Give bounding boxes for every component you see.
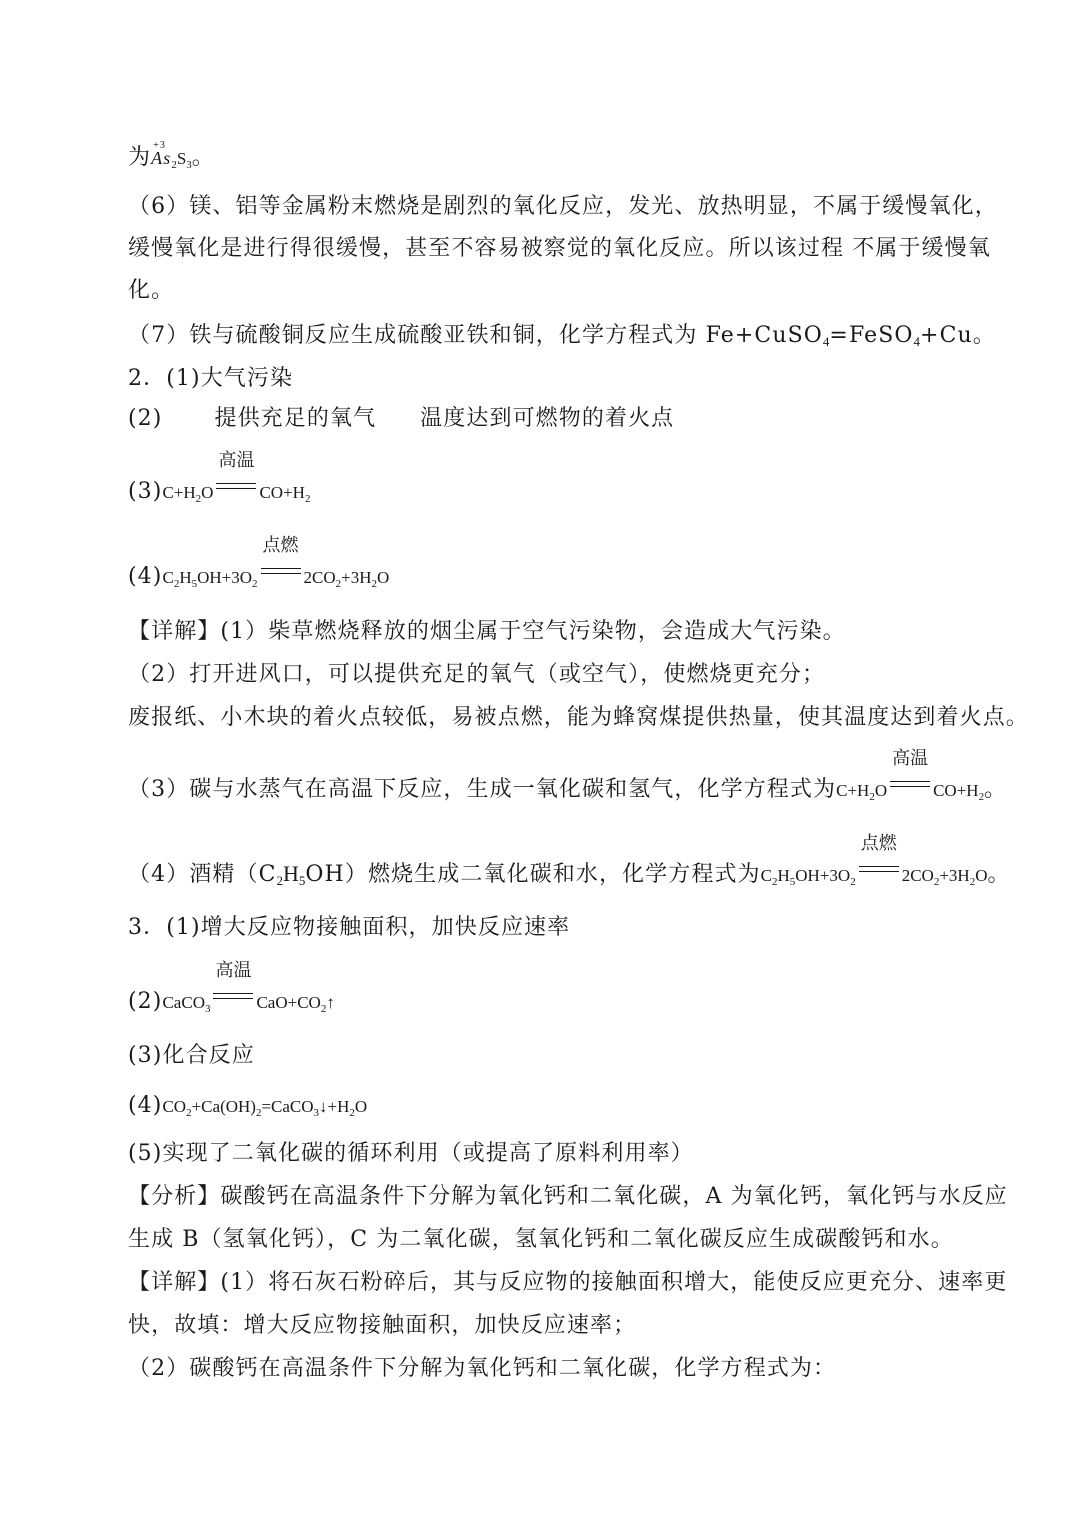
text: =FeSO [829,323,914,348]
condition-label: 点燃 [262,535,299,556]
formula: =CaCO [261,1097,314,1116]
subscript: 5 [789,876,796,888]
text: 。 [987,862,1011,887]
double-line [216,483,256,489]
text: OH）燃烧生成二氧化碳和水，化学方程式为 [305,862,761,887]
arsenic-symbol [151,140,172,173]
reaction-condition [259,535,303,583]
formula: 2CO [303,568,336,587]
text-line-17: (3)化合反应 [128,1043,255,1068]
subscript: 2 [772,876,778,888]
element: As [151,148,172,168]
equation-line-ethanol [128,535,390,599]
text: （3）碳与水蒸气在高温下反应，生成一氧化碳和氢气，化学方程式为 [128,777,837,802]
text-line-22: 【详解】(1）将石灰石粉碎后，其与反应物的接触面积增大，能使反应更充分、速率更 [128,1270,1008,1295]
text-line-21: 生成 B（氢氧化钙），C 为二氧化碳，氢氧化钙和二氧化碳反应生成碳酸钙和水。 [128,1227,954,1252]
formula: C+H [162,483,196,502]
text-line-5 [128,320,996,357]
condition-label: 点燃 [860,833,897,854]
text-line-23: 快，故填：增大反应物接触面积，加快反应速率； [128,1313,637,1338]
formula: OH+3O [795,866,851,885]
subscript: 2 [173,578,180,590]
subscript: 4 [822,334,830,349]
subscript: 3 [313,1107,320,1119]
formula: 2CO [901,866,934,885]
subscript: 2 [276,873,284,888]
precipitate-arrow-icon: ↓ [319,1097,328,1116]
equation-line-caco3 [128,960,335,1024]
equation-line-limewater [128,1091,367,1128]
condition-label: 高温 [892,748,929,769]
subscript: 5 [298,873,306,888]
reaction-condition [857,833,901,881]
subscript: 2 [186,1107,192,1119]
text: H [283,861,299,886]
formula: O [354,1097,368,1116]
text: 。 [191,145,215,170]
formula: +H [327,1097,350,1116]
text-line-6: 2．(1)大气污染 [128,366,294,391]
text-line-7 [128,404,674,434]
subscript: 2 [349,1107,355,1119]
gas-arrow-icon: ↑ [326,993,335,1012]
subscript: 3 [186,159,192,171]
condition-label: 高温 [218,450,255,471]
subscript: 2 [252,578,258,590]
formula: CaCO [162,993,205,1012]
double-line [890,781,930,787]
text-line-3: 缓慢氧化是进行得很缓慢，甚至不容易被察觉的氧化反应。所以该过程 不属于缓慢氧 [128,236,991,261]
text-line-1 [128,140,215,180]
item-number: (4) [128,1093,163,1118]
formula: O [201,483,214,502]
subscript: 2 [335,578,342,590]
text-line-10: 【详解】(1）柴草燃烧释放的烟尘属于空气污染物，会造成大气污染。 [128,619,846,644]
formula: C [760,866,772,885]
subscript: 2 [171,159,177,171]
subscript: 2 [933,876,940,888]
subscript: 2 [978,791,985,803]
formula: OH+3O [197,568,253,587]
double-line [261,568,301,574]
answer-ignition-point: 温度达到可燃物的着火点 [420,406,675,431]
text: （7）铁与硫酸铜反应生成硫酸亚铁和铜，化学方程式为 Fe+CuSO [128,323,823,348]
text-line-11: （2）打开进风口，可以提供充足的氧气（或空气），使燃烧更充分； [128,662,826,687]
subscript: 2 [320,1003,327,1015]
text-line-14 [128,833,1011,897]
formula: O [377,568,390,587]
formula: O [874,781,888,800]
text-line-20: 【分析】碳酸钙在高温条件下分解为氧化钙和二氧化碳，A 为氧化钙，氧化钙与水反应 [128,1184,1008,1209]
formula: H [179,568,192,587]
subscript: 2 [371,578,378,590]
subscript: 2 [969,876,976,888]
subscript: 2 [195,493,202,505]
formula: CaO+CO [256,993,321,1012]
element: S [176,149,187,168]
subscript: 5 [191,578,198,590]
text-line-15: 3．(1)增大反应物接触面积，加快反应速率 [128,915,571,940]
text-line-24: （2）碳酸钙在高温条件下分解为氧化钙和二氧化碳，化学方程式为： [128,1356,837,1381]
double-line [213,993,253,999]
subscript: 2 [850,876,856,888]
answer-oxygen: 提供充足的氧气 [214,406,377,431]
subscript: 4 [913,334,921,349]
subscript: 2 [869,791,875,803]
formula: CO+H [259,483,305,502]
text: +Cu。 [920,323,996,348]
reaction-condition [211,960,255,1008]
item-number: (3) [128,479,163,504]
text-line-4: 化。 [128,278,175,303]
item-number: (2) [128,406,163,431]
text-line-2: （6）镁、铝等金属粉末燃烧是剧烈的氧化反应，发光、放热明显，不属于缓慢氧化， [128,194,998,219]
item-number: (4) [128,564,163,589]
subscript: 2 [255,1107,262,1119]
formula: +3H [341,568,372,587]
formula: CO+H [933,781,979,800]
item-number: (2) [128,989,163,1014]
equation-line-water-gas [128,450,311,514]
condition-label: 高温 [215,960,252,981]
formula: O [975,866,988,885]
text-line-19: (5)实现了二氧化碳的循环利用（或提高了原料利用率） [128,1141,694,1166]
text: 为 [128,145,152,170]
reaction-condition [214,450,258,498]
subscript: 3 [204,1003,211,1015]
reaction-condition [888,748,932,796]
text-line-12: 废报纸、小木块的着火点较低，易被点燃，能为蜂窝煤提供热量，使其温度达到着火点。 [128,705,1029,730]
formula: C [162,568,174,587]
text: 。 [984,777,1008,802]
formula: +3H [939,866,970,885]
formula: H [777,866,790,885]
subscript: 2 [304,493,311,505]
text: （4）酒精（C [128,862,277,887]
formula: +Ca(OH) [191,1097,256,1116]
formula: C+H [836,781,870,800]
formula: CO [162,1097,187,1116]
text-line-13 [128,748,1008,812]
double-line [859,866,899,872]
oxidation-number: +3 [153,140,166,151]
